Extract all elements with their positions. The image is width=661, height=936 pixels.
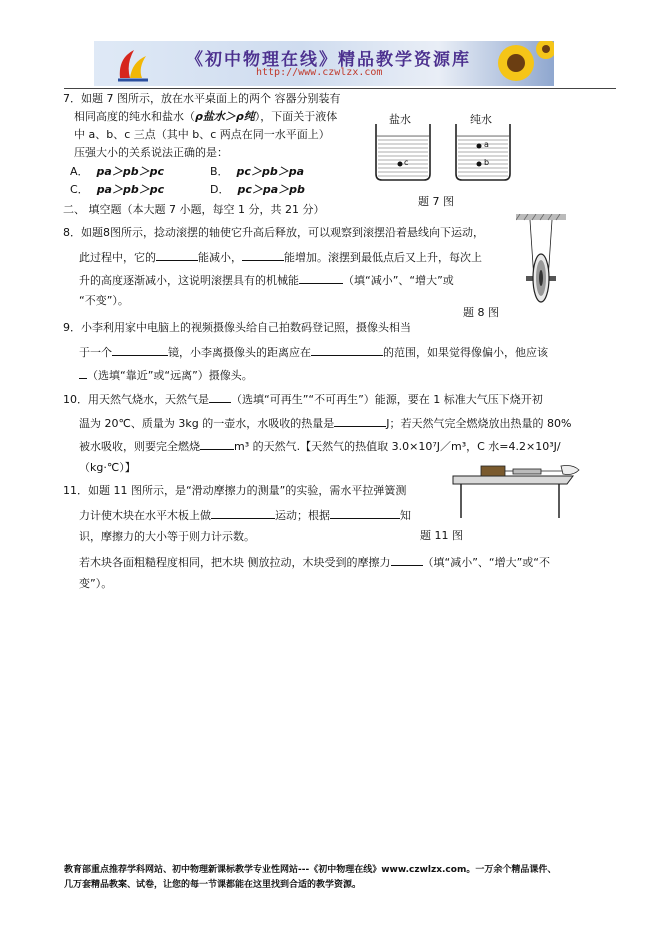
q11-blank-3[interactable]: [391, 554, 423, 566]
q7-option-d[interactable]: [210, 183, 305, 197]
point-a-label: a: [484, 140, 489, 149]
q7-option-b-label: B．: [210, 165, 229, 178]
q11-figure-caption: 题 11 图: [420, 529, 463, 542]
q7-line1: 7．如题 7 图所示，放在水平桌面上的两个 容器分别装有: [63, 92, 341, 105]
q9-line2-text: 于一个: [79, 346, 112, 359]
q11-blank-1[interactable]: [211, 507, 275, 519]
q8-blank-2[interactable]: [242, 249, 284, 261]
q7-option-c-label: C．: [70, 183, 89, 196]
q9-line3-text: （选填“靠近”或“远离”）摄像头。: [87, 369, 253, 382]
q8-line1: 8．如题8图所示，捻动滚摆的轴使它升高后释放，可以观察到滚摆沿着悬线向下运动，: [63, 226, 484, 239]
banner-url[interactable]: http://www.czwlzx.com: [256, 67, 383, 78]
q10-line4: （kg·℃）】: [79, 461, 136, 474]
q10-line2-text: 温为 20℃、质量为 3kg 的一壶水，水吸收的热量是: [79, 417, 335, 430]
beaker-salt-label: 盐水: [389, 113, 411, 126]
q11-blank-2[interactable]: [330, 507, 400, 519]
q7-line3: 中 a、b、c 三点（其中 b、c 两点在同一水平面上）: [74, 128, 330, 141]
q9-line2-text-b: 镜，小李离摄像头的距离应在: [168, 346, 311, 359]
q10-line3-text: 被水吸收，则要完全燃烧: [79, 440, 200, 453]
q9-line3: [79, 367, 253, 383]
q9-blank-1[interactable]: [112, 344, 168, 356]
footer-line1: 教育部重点推荐学科网站、初中物理新课标教学专业性网站---《初中物理在线》www.czwlzx.com。一万余个精品课件、: [64, 865, 557, 875]
q11-line2-text-b: 运动；根据: [275, 509, 330, 522]
q8-line3-text-b: （填“减小”、“增大”或: [343, 274, 454, 287]
q7-option-a-expr: pa＞pb＞pc: [96, 165, 164, 178]
beakers-figure: [372, 122, 532, 184]
q10-blank-1[interactable]: [209, 391, 231, 403]
q8-blank-3[interactable]: [299, 272, 343, 284]
q8-line2-text-b: 能减小，: [198, 251, 242, 264]
q8-line2: [79, 249, 482, 265]
q10-line2-text-b: J；若天然气完全燃烧放出热量的 80%: [386, 417, 572, 430]
q7-option-b-expr: pc＞pb＞pa: [236, 165, 304, 178]
beaker-pure-label: 纯水: [470, 113, 492, 126]
banner-title: 《初中物理在线》精品教学资源库: [186, 50, 471, 70]
point-a-dot: [476, 143, 482, 149]
header-banner: [94, 41, 554, 86]
point-c-dot: [397, 161, 403, 167]
q10-line1-text: 10．用天然气烧水，天然气是: [63, 393, 209, 406]
q7-figure-caption: 题 7 图: [418, 195, 454, 208]
q8-line3: [79, 272, 454, 288]
q7-option-d-expr: pc＞pa＞pb: [237, 183, 305, 196]
q11-line2: [79, 507, 411, 523]
q7-line2-text: 相同高度的纯水和盐水（: [74, 110, 195, 123]
q7-option-d-label: D．: [210, 183, 230, 196]
header-rule: [64, 88, 616, 89]
q8-line3-text: 升的高度逐渐减小，这说明滚摆具有的机械能: [79, 274, 299, 287]
q7-line2-text-b: ），下面关于液体: [254, 110, 338, 123]
q10-line1-text-b: （选填“可再生”“不可再生”）能源，要在 1 标准大气压下烧开初: [231, 393, 543, 406]
q10-line3-text-b: m³ 的天然气.【天然气的热值取 3.0×10⁷J／m³，C 水=4.2×10³J/: [234, 440, 561, 453]
q11-line4-text: 若木块各面粗糙程度相同，把木块 侧放拉动，木块受到的摩擦力: [79, 556, 391, 569]
q7-line4: 压强大小的关系说法正确的是：: [74, 146, 228, 159]
q10-line2: [79, 415, 571, 431]
q8-line4: “不变”）。: [79, 294, 129, 307]
section2-heading: 二、 填空题（本大题 7 小题，每空 1 分，共 21 分）: [63, 203, 325, 216]
q11-line2-text: 力计使木块在水平木板上做: [79, 509, 211, 522]
q8-line2-text: 此过程中，它的: [79, 251, 156, 264]
q10-blank-2[interactable]: [334, 415, 386, 427]
q11-line1: 11．如题 11 图所示，是“滑动摩擦力的测量”的实验，需水平拉弹簧测: [63, 484, 407, 497]
sunflower-icon: [484, 41, 554, 86]
q7-line2: [74, 110, 337, 124]
q10-line3: [79, 438, 561, 454]
site-logo-icon: [114, 44, 154, 84]
q7-option-c-expr: pa＞pb＞pc: [96, 183, 165, 196]
maxwell-wheel-figure: [516, 214, 566, 306]
q11-line5: 变”）。: [79, 577, 113, 590]
q9-line1: 9．小李利用家中电脑上的视频摄像头给自己拍数码登记照，摄像头相当: [63, 321, 411, 334]
point-c-label: c: [404, 158, 409, 167]
q7-density-relation: ρ盐水＞ρ纯: [195, 110, 255, 123]
q9-blank-2[interactable]: [311, 344, 383, 356]
q9-line2: [79, 344, 548, 360]
q7-option-b[interactable]: [210, 165, 304, 179]
q8-line2-text-c: 能增加。滚摆到最低点后又上升，每次上: [284, 251, 482, 264]
friction-experiment-figure: [451, 460, 581, 520]
q8-figure-caption: 题 8 图: [463, 306, 499, 319]
q8-blank-1[interactable]: [156, 249, 198, 261]
q9-line2-text-c: 的范围，如果觉得像偏小，他应该: [383, 346, 548, 359]
point-b-label: b: [484, 158, 490, 167]
q10-blank-3[interactable]: [200, 438, 234, 450]
q7-option-a[interactable]: [70, 165, 164, 179]
q7-option-a-label: A．: [70, 165, 89, 178]
q9-blank-3[interactable]: [79, 367, 87, 379]
footer-line2: 几万套精品教案、试卷，让您的每一节课都能在这里找到合适的教学资源。: [64, 880, 362, 890]
q11-line4-text-b: （填“减小”、“增大”或“不: [422, 556, 550, 569]
q7-option-c[interactable]: [70, 183, 164, 197]
q10-line1: [63, 391, 543, 407]
q11-line3: 识，摩擦力的大小等于则力计示数。: [79, 530, 255, 543]
q11-line2-text-c: 知: [400, 509, 411, 522]
q11-line4: [79, 554, 550, 570]
point-b-dot: [476, 161, 482, 167]
